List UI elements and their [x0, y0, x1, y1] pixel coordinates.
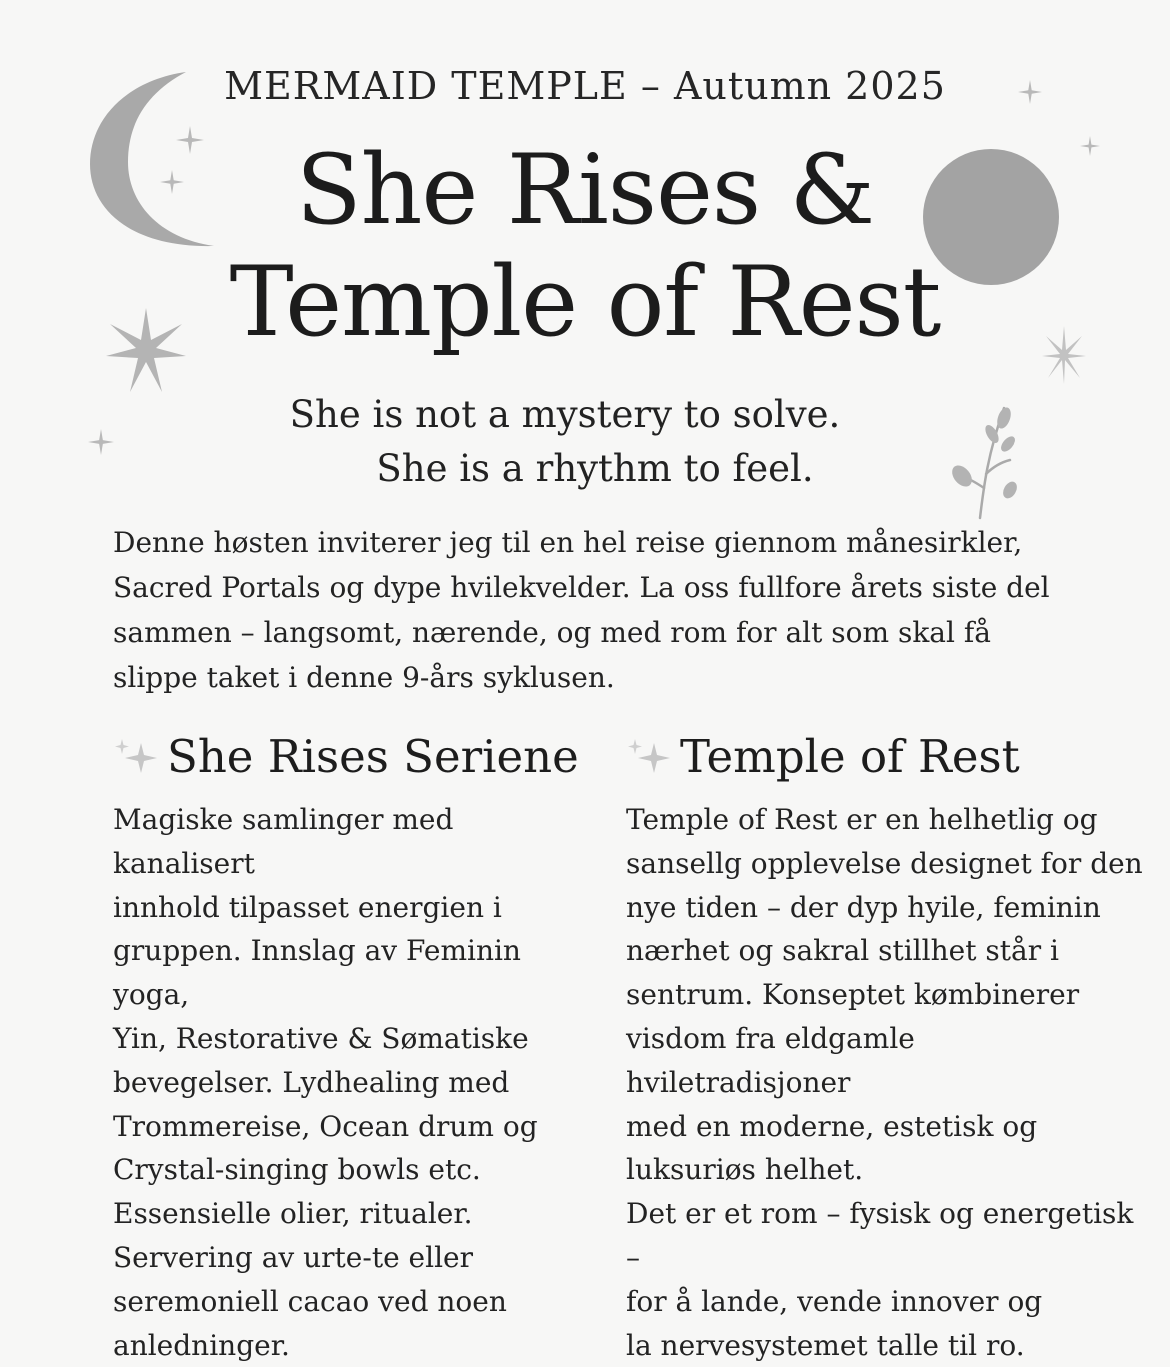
- section-heading: [113, 728, 583, 786]
- section-heading: [626, 728, 1146, 786]
- title-line-1: She Rises &: [295, 134, 875, 246]
- tagline: [0, 388, 1170, 496]
- supertitle: MERMAID TEMPLE – Autumn 2025: [224, 64, 946, 108]
- intro-paragraph: Denne høsten inviterer jeg til en hel reise giennom månesirkler, Sacred Portals og dype hvilekvelder. La oss fullfore årets siste del sammen – langsomt, nærende, og med rom for alt som skal få slippe taket i denne 9-års syklusen.: [113, 526, 1050, 694]
- sparkle-icon: [626, 737, 672, 777]
- page-title: [0, 134, 1170, 358]
- title-line-2: Temple of Rest: [229, 246, 941, 358]
- section-body: Temple of Rest er en helhetlig og sansellg opplevelse designet for den nye tiden – der dyp hyile, feminin nærhet og sakral stillhet står i sentrum. Konseptet kømbinerer visdom fra eldgamle hviletradisjoner med en moderne, estetisk og luksuriøs helhet. Det er et rom – fysisk og energetisk – for å lande, vende innover og la nervesystemet talle til ro.: [626, 803, 1143, 1362]
- tagline-line-2: She is a rhythm to feel.: [376, 447, 814, 490]
- tagline-line-1: She is not a mystery to solve.: [289, 393, 841, 436]
- section-heading-text: She Rises Seriene: [167, 730, 579, 783]
- section-she-rises: [113, 728, 583, 1367]
- section-heading-text: Temple of Rest: [680, 730, 1020, 783]
- section-temple-of-rest: [626, 728, 1146, 1367]
- sparkle-icon: [113, 737, 159, 777]
- section-body: Magiske samlinger med kanalisert innhold tilpasset energien i gruppen. Innslag av Feminin yoga, Yin, Restorative & Sømatiske bevegelser. Lydhealing med Trommereise, Ocean drum og Crystal-singing bowls etc. Essensielle olier, ritualer. Servering av urte-te eller seremoniell cacao ved noen anledninger.: [113, 803, 538, 1362]
